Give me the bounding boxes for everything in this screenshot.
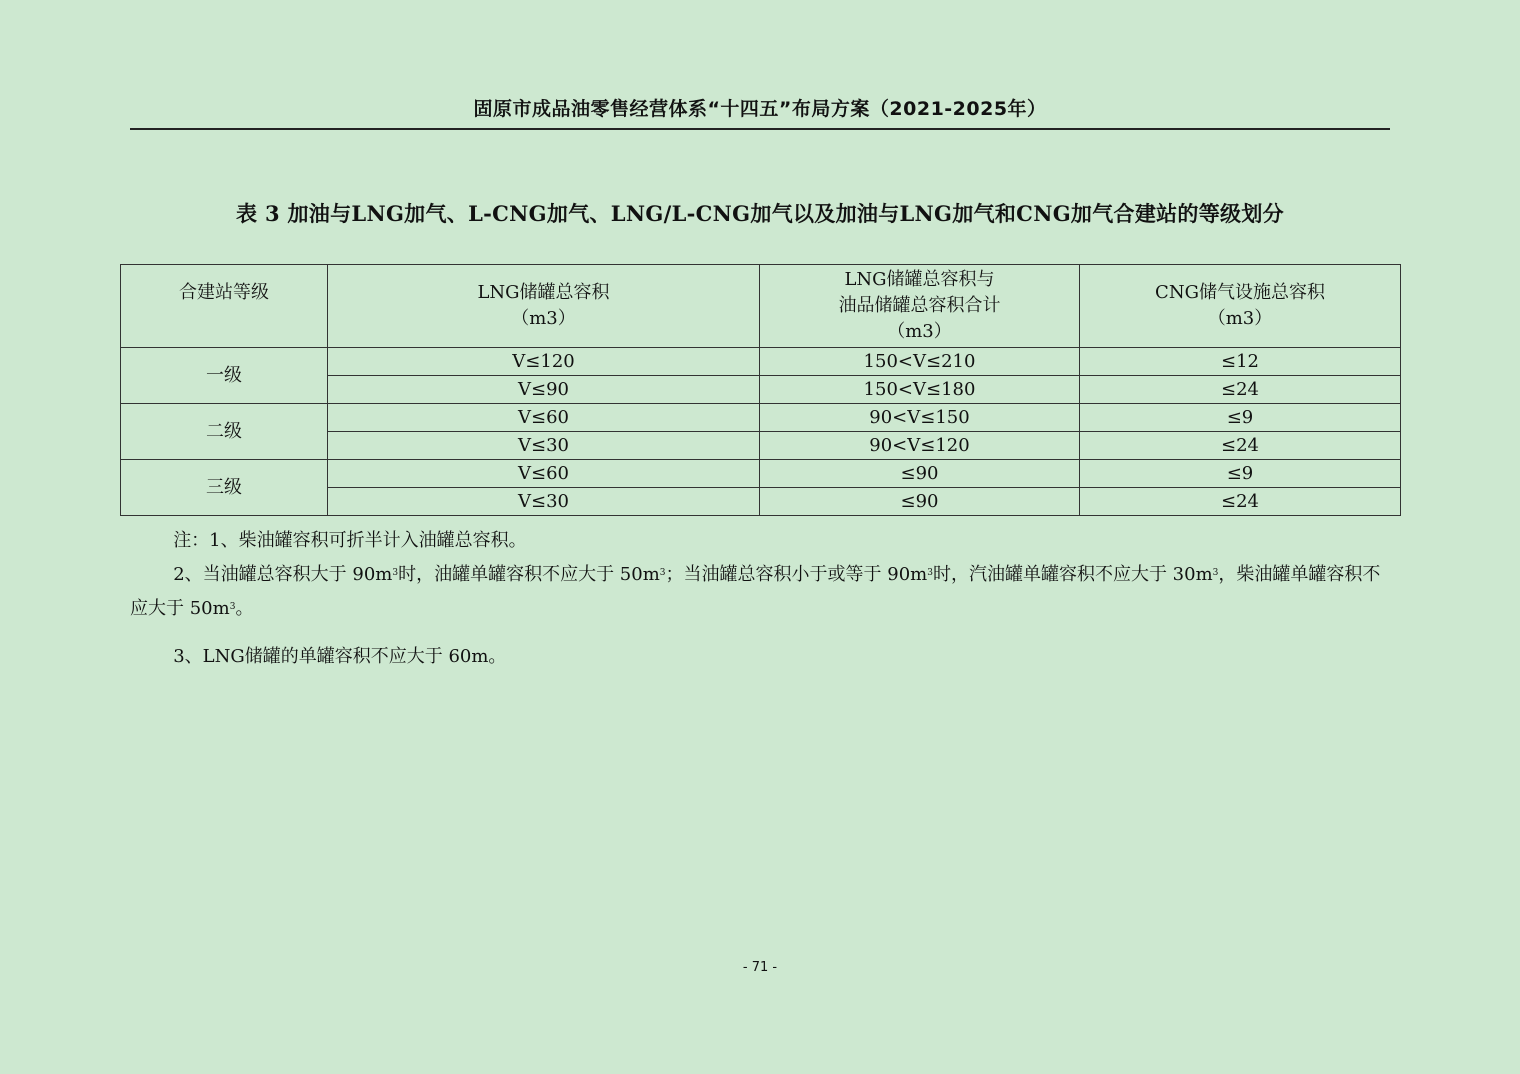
header-cell-grade: [121, 265, 328, 348]
table-cell: V≤60: [328, 404, 760, 432]
table-row: [121, 348, 1401, 376]
table-cell: V≤60: [328, 460, 760, 488]
table-header-row: [121, 265, 1401, 348]
grade-table: [120, 264, 1401, 516]
header-cell-cng-volume: [1080, 265, 1401, 348]
table-cell: ≤9: [1080, 460, 1401, 488]
document-header: 固原市成品油零售经营体系“十四五”布局方案（2021-2025年）: [473, 98, 1047, 120]
table-cell: ≤24: [1080, 376, 1401, 404]
header-text: 合建站等级: [179, 282, 269, 303]
page-number: - 71 -: [742, 960, 778, 975]
table-row: [121, 460, 1401, 488]
table-cell: 90<V≤150: [760, 404, 1080, 432]
table-cell: 150<V≤180: [760, 376, 1080, 404]
table-cell: ≤24: [1080, 432, 1401, 460]
table-cell: 90<V≤120: [760, 432, 1080, 460]
table-notes: [130, 524, 1392, 674]
table-cell: ≤24: [1080, 488, 1401, 516]
header-rule: [130, 128, 1390, 130]
table-cell: V≤90: [328, 376, 760, 404]
grade-cell: 二级: [121, 404, 328, 460]
superscript: 3: [1212, 568, 1219, 578]
table-cell: ≤12: [1080, 348, 1401, 376]
table-cell: V≤30: [328, 432, 760, 460]
header-unit: （m3）: [511, 308, 576, 329]
note-2-text: 时，油罐单罐容积不应大于 50m: [398, 564, 660, 585]
superscript: 3: [659, 568, 666, 578]
header-unit: （m3）: [887, 321, 952, 342]
header-text: LNG储罐总容积与: [844, 269, 995, 290]
header-text: 油品储罐总容积合计: [838, 295, 1001, 316]
grade-cell: 三级: [121, 460, 328, 516]
header-text: LNG储罐总容积: [477, 282, 610, 303]
note-1: 注：1、柴油罐容积可折半计入油罐总容积。: [173, 530, 527, 551]
superscript: 3: [927, 568, 933, 578]
superscript: 3: [229, 602, 236, 612]
grade-cell: 一级: [121, 348, 328, 404]
table-title: 表 3 加油与LNG加气、L-CNG加气、LNG/L-CNG加气以及加油与LNG加气和CNG加气合建站的等级划分: [236, 201, 1284, 226]
note-2-text: 2、当油罐总容积大于 90m: [173, 564, 393, 585]
note-2-text: 时，汽油罐单罐容积不应大于 30m: [932, 564, 1213, 585]
table-cell: ≤90: [760, 460, 1080, 488]
header-text: CNG储气设施总容积: [1155, 282, 1325, 303]
header-unit: （m3）: [1207, 308, 1273, 329]
table-cell: ≤9: [1080, 404, 1401, 432]
header-cell-lng-volume: [328, 265, 760, 348]
note-2-text: ，柴油罐单罐容积不应大于 50m: [130, 564, 1381, 619]
table-row: [121, 404, 1401, 432]
note-2-text: 。: [235, 598, 254, 619]
note-2: [130, 558, 1392, 626]
note-3: 3、LNG储罐的单罐容积不应大于 60m。: [173, 646, 507, 667]
superscript: 3: [392, 568, 399, 578]
header-cell-combined-volume: [760, 265, 1080, 348]
note-2-text: ；当油罐总容积小于或等于 90m: [665, 564, 928, 585]
table-cell: ≤90: [760, 488, 1080, 516]
table-cell: V≤120: [328, 348, 760, 376]
table-cell: V≤30: [328, 488, 760, 516]
table-cell: 150<V≤210: [760, 348, 1080, 376]
